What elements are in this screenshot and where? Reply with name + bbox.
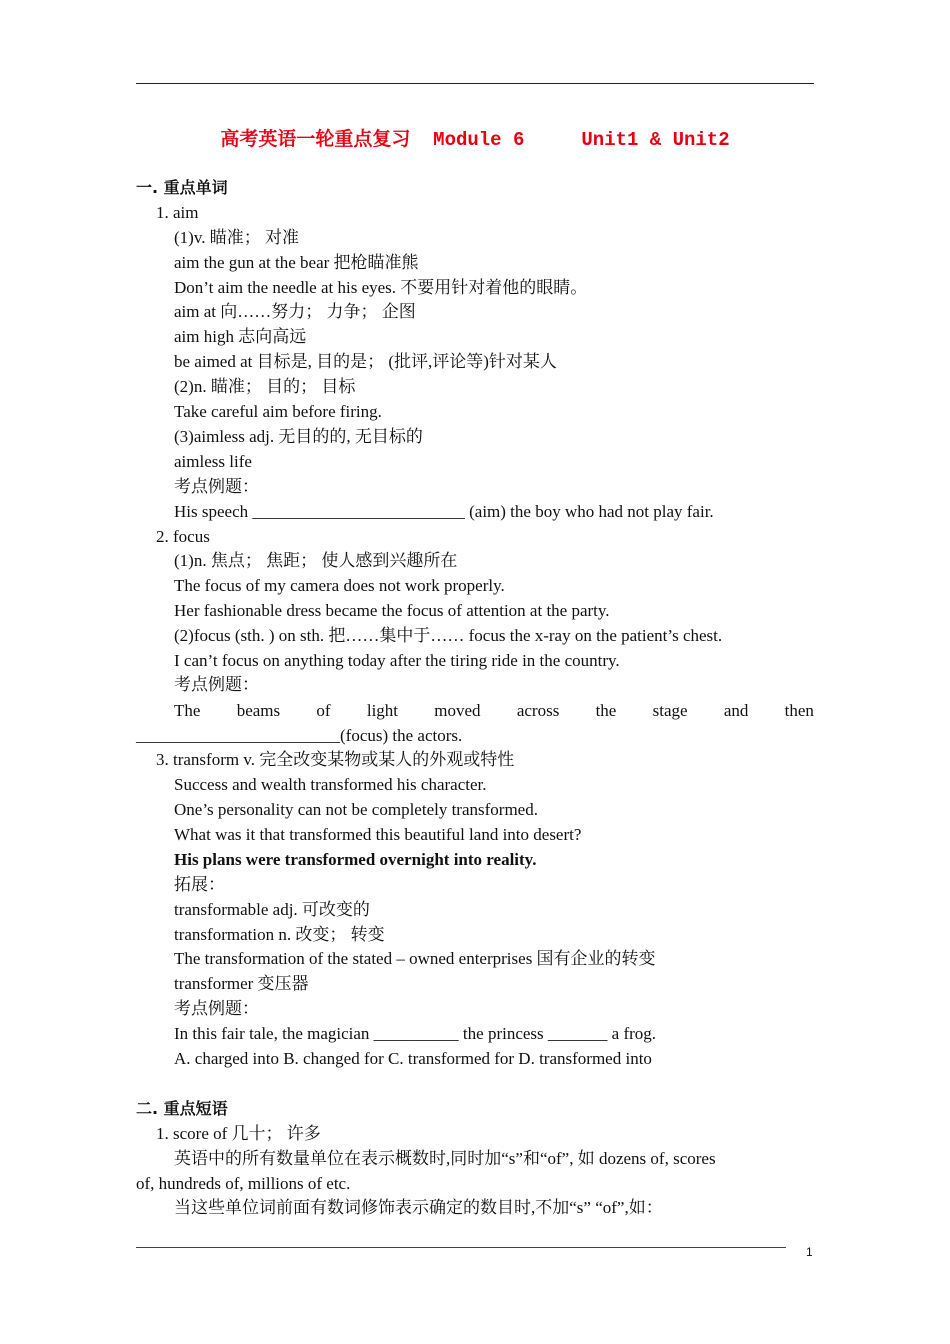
text-line: aim high 志向高远 [174,327,307,346]
exercise-label: 考点例题： [174,675,259,694]
word: of [316,701,331,720]
text-line: The focus of my camera does not work properly. [174,576,505,595]
text-line: The transformation of the stated – owned enterprises 国有企业的转变 [174,949,656,968]
text-line: Don’t aim the needle at his eyes. 不要用针对着他的眼睛。 [174,278,588,297]
exercise-question: His speech _________________________ (aim) the boy who had not play fair. [174,502,714,521]
word: The [174,701,201,720]
exercise-question: In this fair tale, the magician __________ the princess _______ a frog. [174,1024,657,1043]
text-line: 拓展： [174,875,225,894]
text-line: 当这些单位词前面有数词修饰表示确定的数目时,不加“s” “of”,如： [174,1198,663,1217]
page-number: 1 [806,1245,813,1259]
word: stage [652,701,688,720]
entry-transform: 3. transform v. 完全改变某物或某人的外观或特性 [156,750,515,769]
text-line: (2)focus (sth. ) on sth. 把……集中于…… focus the x-ray on the patient’s chest. [174,626,723,645]
text-line: be aimed at 目标是, 目的是； (批评,评论等)针对某人 [174,352,557,371]
word: then [784,701,814,720]
footer-rule [136,1247,786,1248]
text-line: Success and wealth transformed his character. [174,775,487,794]
word: moved [434,701,481,720]
text-line: (1)v. 瞄准； 对准 [174,228,299,247]
exercise-label: 考点例题： [174,999,259,1018]
word: beams [236,701,281,720]
exercise-question-cont: ________________________(focus) the actors. [136,726,463,745]
exercise-label: 考点例题： [174,477,259,496]
text-line: transformable adj. 可改变的 [174,900,370,919]
text-line: One’s personality can not be completely transformed. [174,800,538,819]
section-heading-phrases: 二. 重点短语 [136,1099,228,1118]
exercise-options: A. charged into B. changed for C. transformed for D. transformed into [174,1049,652,1068]
text-line: transformer 变压器 [174,974,309,993]
text-line: What was it that transformed this beautiful land into desert? [174,825,582,844]
section-heading-words: 一. 重点单词 [136,178,228,197]
text-line: (1)n. 焦点； 焦距； 使人感到兴趣所在 [174,551,458,570]
word: across [516,701,560,720]
entry-focus: 2. focus [156,527,210,546]
entry-aim: 1. aim [156,203,199,222]
word: light [366,701,399,720]
text-line: (2)n. 瞄准； 目的； 目标 [174,377,356,396]
text-line: Her fashionable dress became the focus of attention at the party. [174,601,610,620]
word: the [595,701,617,720]
header-rule [136,83,814,84]
text-line: (3)aimless adj. 无目的的, 无目标的 [174,427,423,446]
text-line: of, hundreds of, millions of etc. [136,1174,351,1193]
entry-score-of: 1. score of 几十； 许多 [156,1124,321,1143]
word: and [723,701,749,720]
text-line: transformation n. 改变； 转变 [174,925,385,944]
text-line: I can’t focus on anything today after the tiring ride in the country. [174,651,620,670]
text-line-bold: His plans were transformed overnight into reality. [174,850,537,869]
text-line: Take careful aim before firing. [174,402,382,421]
text-line: aim at 向……努力； 力争； 企图 [174,302,416,321]
exercise-question-justified [174,700,814,722]
text-line: aim the gun at the bear 把枪瞄准熊 [174,253,419,272]
text-line: aimless life [174,452,252,471]
document-title: 高考英语一轮重点复习 Module 6 Unit1 & Unit2 [220,129,730,151]
text-line: 英语中的所有数量单位在表示概数时,同时加“s”和“of”, 如 dozens of, scores [174,1149,716,1168]
